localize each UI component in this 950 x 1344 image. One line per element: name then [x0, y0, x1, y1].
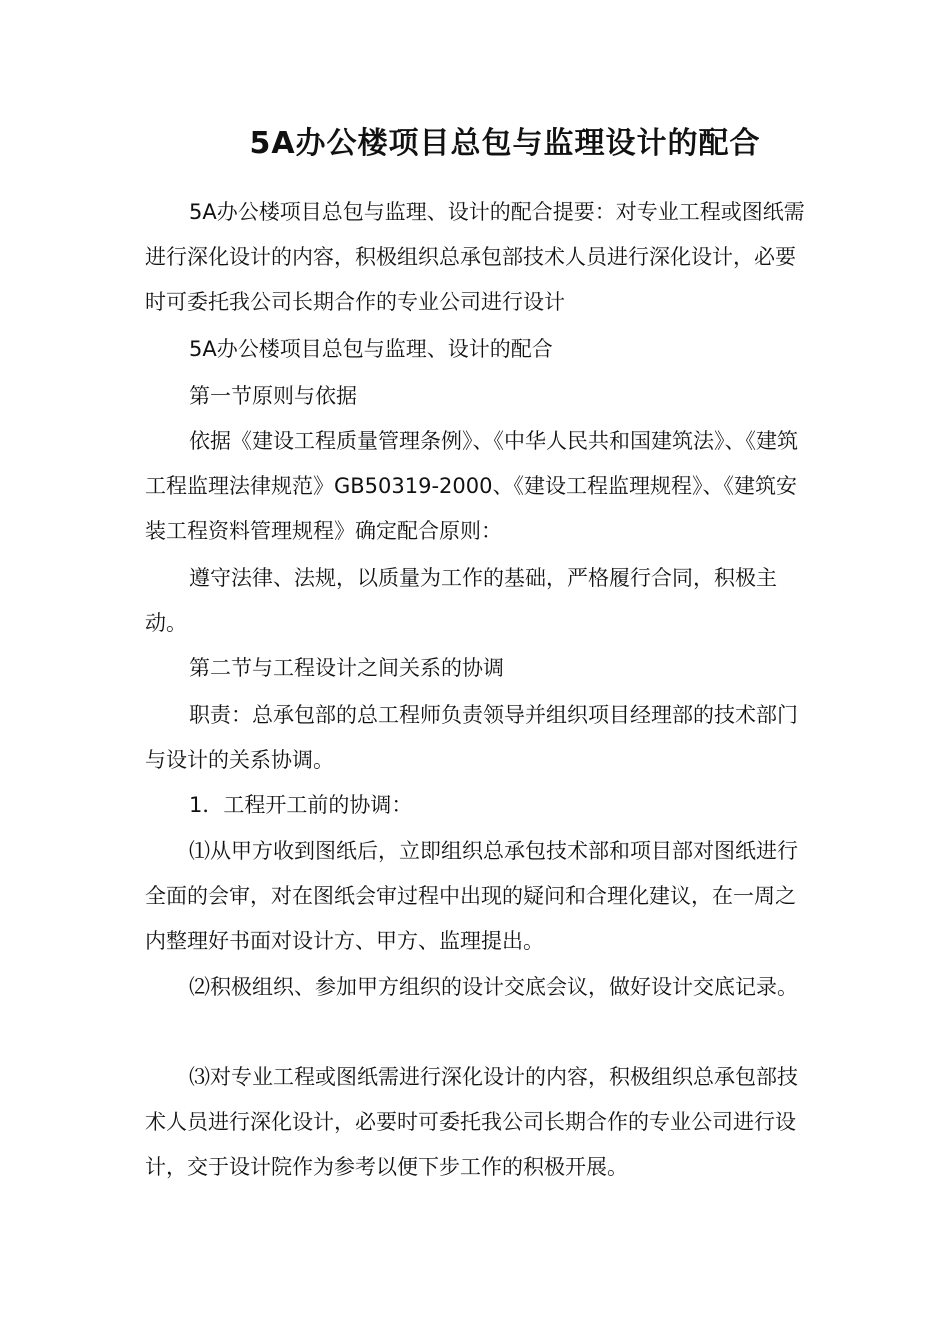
section-heading-2: 第二节与工程设计之间关系的协调: [189, 656, 504, 680]
list-item-1: ⑴从甲方收到图纸后，立即组织总承包技术部和项目部对图纸进行全面的会审，对在图纸会审过程中出现的疑问和合理化建议，在一周之内整理好书面对设计方、甲方、监理提出。: [145, 839, 798, 953]
document-title: 5A办公楼项目总包与监理设计的配合: [249, 126, 761, 161]
paragraph-summary: 5A办公楼项目总包与监理、设计的配合提要：对专业工程或图纸需进行深化设计的内容，积极组织总承包部技术人员进行深化设计，必要时可委托我公司长期合作的专业公司进行设计: [145, 200, 805, 314]
section-heading-1: 第一节原则与依据: [189, 384, 357, 408]
paragraph-subtitle: 5A办公楼项目总包与监理、设计的配合: [189, 337, 553, 361]
paragraph-duty: 职责：总承包部的总工程师负责领导并组织项目经理部的技术部门与设计的关系协调。: [145, 703, 798, 772]
list-item-2: ⑵积极组织、参加甲方组织的设计交底会议，做好设计交底记录。: [189, 975, 798, 999]
list-heading-1: 1．工程开工前的协调：: [189, 793, 413, 817]
list-item-3: ⑶对专业工程或图纸需进行深化设计的内容，积极组织总承包部技术人员进行深化设计，必要时可委托我公司长期合作的专业公司进行设计，交于设计院作为参考以便下步工作的积极开展。: [145, 1065, 798, 1179]
paragraph-principle: 遵守法律、法规，以质量为工作的基础，严格履行合同，积极主动。: [145, 566, 777, 635]
paragraph-basis: 依据《建设工程质量管理条例》、《中华人民共和国建筑法》、《建筑工程监理法律规范》GB50319-2000、《建设工程监理规程》、《建筑安装工程资料管理规程》确定配合原则：: [145, 429, 798, 543]
